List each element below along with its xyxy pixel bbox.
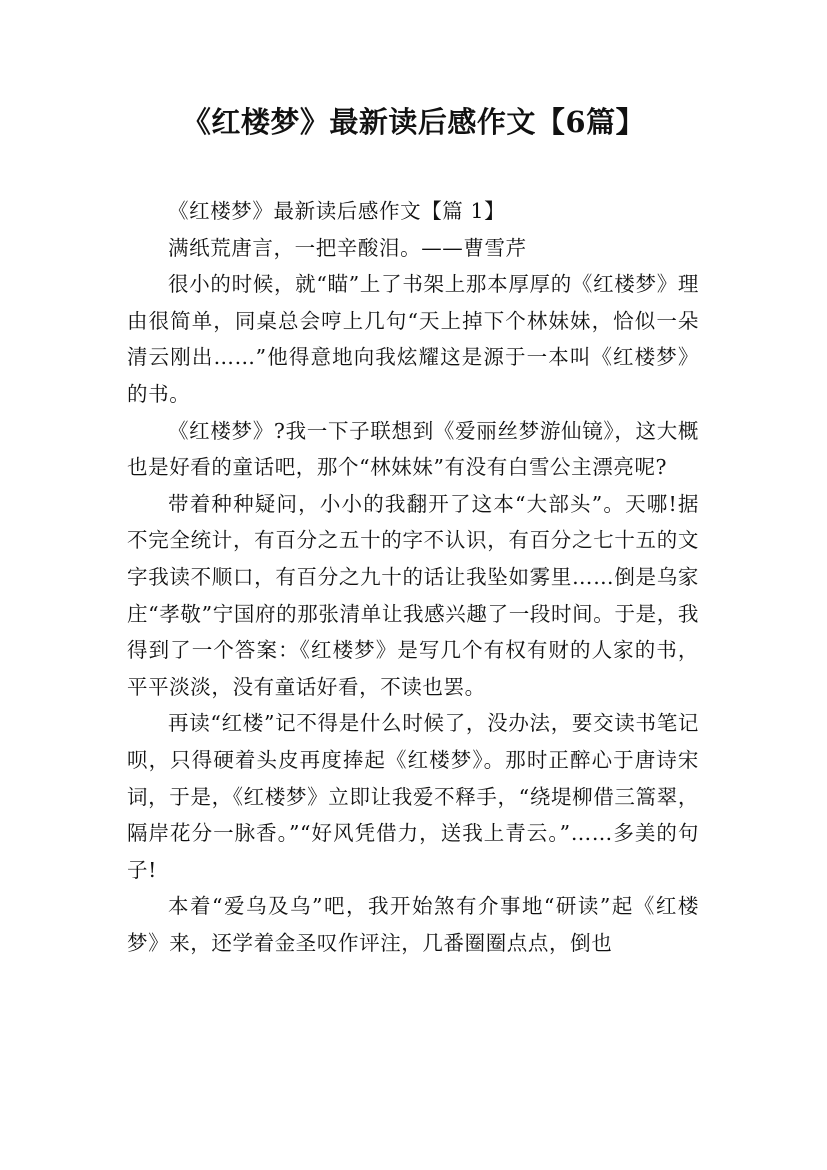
paragraph: 带着种种疑问，小小的我翻开了这本“大部头”。天哪!据不完全统计，有百分之五十的字不认识，有百分之七十五的文字我读不顺口，有百分之九十的话让我坠如雾里……倒是乌家庄“孝敬”宁国府的那张清单让我感兴趣了一段时间。于是，我得到了一个答案：《红楼梦》是写几个有权有财的人家的书，平平淡淡，没有童话好看，不读也罢。 xyxy=(127,491,699,699)
paragraph: 很小的时候，就“瞄”上了书架上那本厚厚的《红楼梦》理由很简单，同桌总会哼上几句“天上掉下个林妹妹，恰似一朵清云刚出……”他得意地向我炫耀这是源于一本叫《红楼梦》的书。 xyxy=(127,272,699,406)
paragraph-quote: 满纸荒唐言，一把辛酸泪。——曹雪芹 xyxy=(168,235,527,260)
paragraph: 本着“爱乌及乌”吧，我开始煞有介事地“研读”起《红楼梦》来，还学着金圣叹作评注，几番圈圈点点，倒也 xyxy=(127,894,699,955)
paragraph: 再读“红楼”记不得是什么时候了，没办法，要交读书笔记呗，只得硬着头皮再度捧起《红楼梦》。那时正醉心于唐诗宋词，于是，《红楼梦》立即让我爱不释手，“绕堤柳借三篙翠，隔岸花分一脉香。”“好风凭借力，送我上青云。”……多美的句子! xyxy=(127,711,699,882)
document-title: 《红楼梦》最新读后感作文【6篇】 xyxy=(181,105,646,139)
section-heading: 《红楼梦》最新读后感作文【篇 1】 xyxy=(168,199,506,223)
document-body xyxy=(127,193,699,961)
paragraph: 《红楼梦》?我一下子联想到《爱丽丝梦游仙镜》，这大概也是好看的童话吧，那个“林妹妹”有没有白雪公主漂亮呢? xyxy=(127,418,699,480)
